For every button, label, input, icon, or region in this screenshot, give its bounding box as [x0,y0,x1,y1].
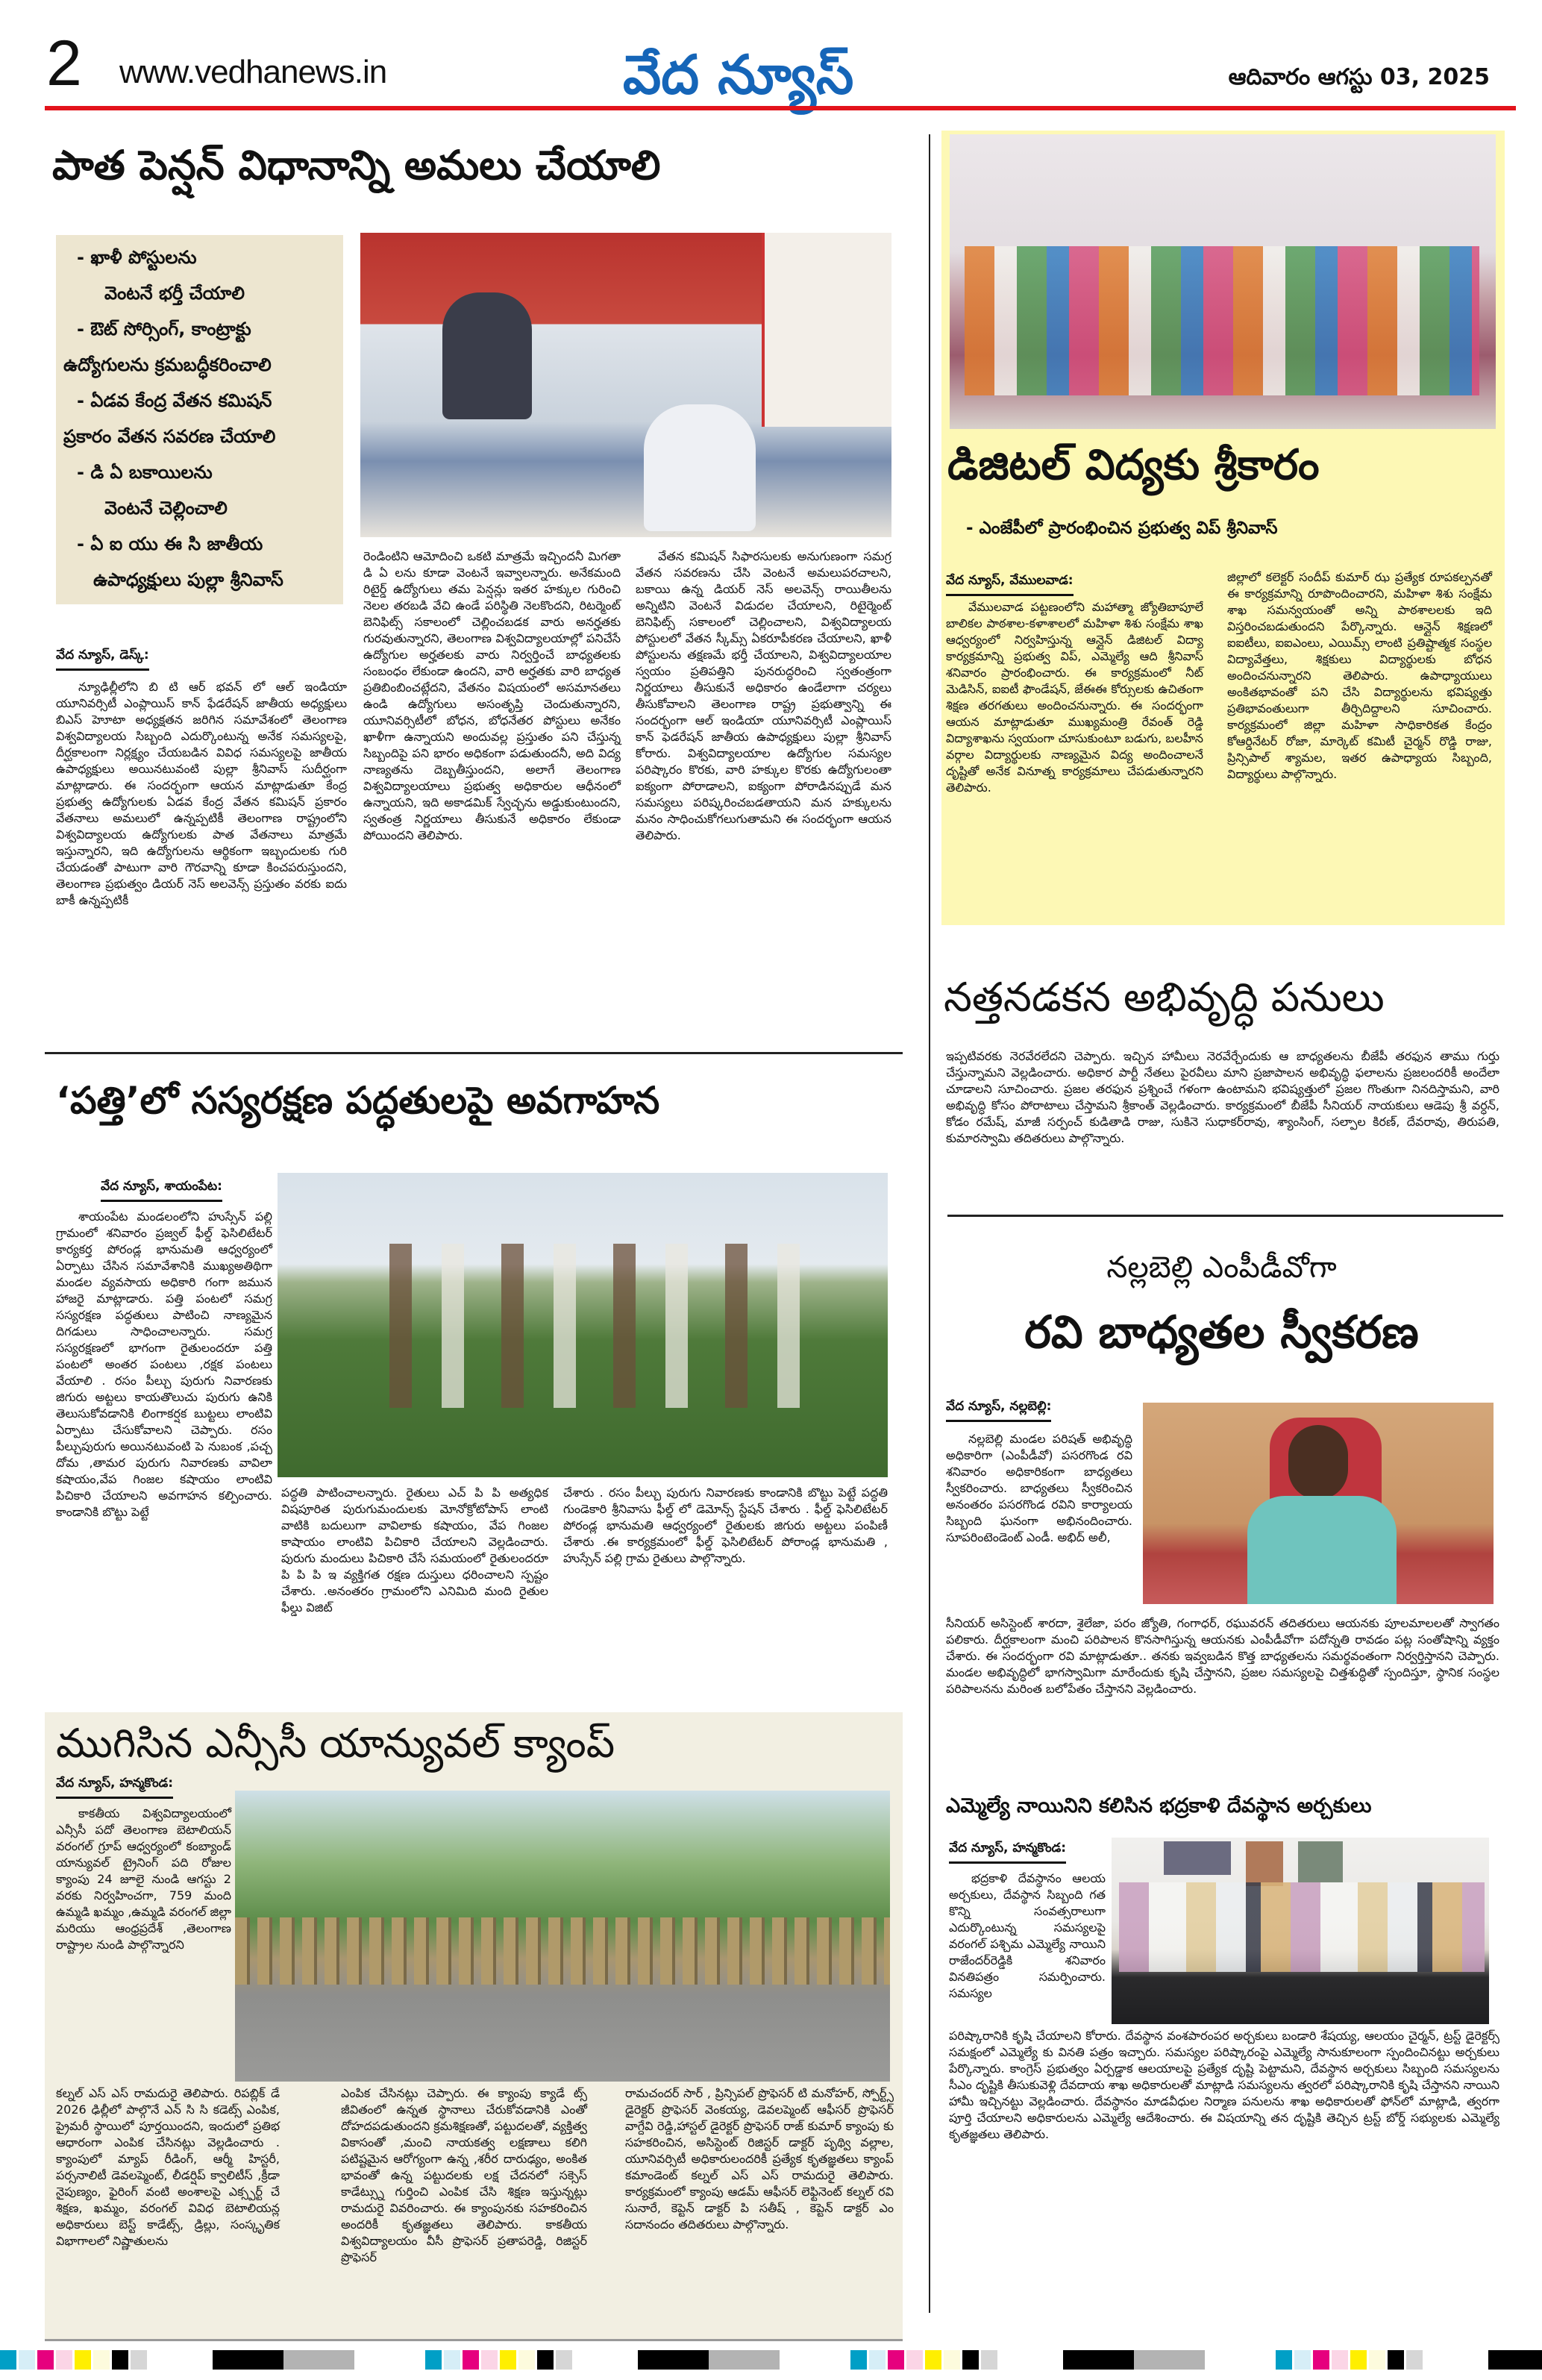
density-block [1488,2350,1542,2370]
mpdo-body-a: నల్లబెల్లి మండల పరిషత్ అభివృద్ధి అధికారిగా (ఎంపీడీవో) పసరగొండ రవి శనివారం అధికారికంగా బాధ్యతలు స్వీకరించారు. బాధ్యతలు స్వీకరించిన అనంతరం పసరగొండ రవిని కార్యాలయ సిబ్బంది ఘనంగా అభినందించారు. సూపరింటెండెంట్ ఎండీ. అభిద్ అలీ, [946,1432,1132,1544]
temple-body-b: పరిష్కారానికి కృషి చేయాలని కోరారు. దేవస్థాన వంశపారంపర అర్చకులు బండారి శేషయ్య, ఆలయం చైర్మన్, ట్రస్ట్ డైరెక్టర్స్ సమక్షంలో ఎమ్మెల్యే కు వినతి పత్రం ఇచ్చారు. సమస్యల పరిష్కారంపై ఎమ్మెల్యే సానుకూలంగా స్పందించినట్టు అర్చకులు పేర్కొన్నారు. కాంగ్రెస్ ప్రభుత్వం ఏర్పడ్డాక ఆలయాలపై ప్రత్యేక దృష్టి పెట్టామని, దేవస్థాన అర్చకులు సిబ్బంది సమస్యలను సీఎం దృష్టికి తీసుకువెళ్లి దేవదాయ శాఖ అధికారులతో మాట్లాడి సమస్యలను త్వరలో పరిష్కారానికి కృషి చేస్తానని నాయిని హామీ ఇచ్చినట్టు వెల్లడించారు. దేవస్థానం మాడవీధుల నిర్మాణ పనులను శాఖ అధికారులతో ఫోన్‌లో మాట్లాడి, త్వరగా పూర్తి చేయాలని అధికారులను ఎమ్మెల్యే ఆదేశించారు. ఈ విషయాన్ని తన దృష్టికి తెచ్చిన ట్రస్ట్ బోర్డ్ సభ్యులకు ఎమ్మెల్యే కృతజ్ఞతలు తెలిపారు. [949,2029,1499,2141]
person-head [1288,1425,1348,1500]
highlight-line: వెంటనే చెల్లించాలి [104,498,228,519]
byline-text: వేద న్యూస్, శాయంపేట: [101,1179,222,1202]
ncc-col-1b: కల్నల్ ఎస్ ఎస్ రామదురై తెలిపారు. రిపబ్లిక్ డే 2026 ఢిల్లీలో పాల్గొనే ఎన్ సి సి కడెట్స్ ఎంపిక, ప్రైమరీ స్థాయిలో పూర్తయిందని, ఇందులో ప్రతిభ ఆధారంగా ఎంపిక చేసినట్లు వెల్లడించారు . క్యాంపులో మ్యాప్ రీడింగ్, ఆర్మీ హిస్టరీ, పర్సనాలిటీ డెవలప్మెంట్, లీడర్షిప్ క్వాలిటీస్ ,క్రీడా నైపుణ్యం, ఫైరింగ్ వంటి అంశాలపై ఎక్స్పర్ట్ చే శిక్షణ, ఖమ్మం, వరంగల్ వివిధ బెటాలియన్ల అధికారులు బెస్ట్ కాడేట్స్, డ్రిల్లు, సంస్కృతిక విభాగాలలో నిష్ణాతులను [56,2086,280,2248]
color-swatch [1369,2350,1385,2370]
pension-col-1: న్యూఢిల్లీలోని బి టి ఆర్ భవన్ లో ఆల్ ఇండియా యూనివర్సిటీ ఎంప్లాయిస్ కాన్ ఫేడరేషన్ జాతీయ అధ్యక్షులు బిఎస్ హెూటా అధ్యక్షతన జరిగిన సమావేశంలో తెలంగాణ విశ్వవిద్యాలయ సిబ్బంది ఎదుర్కొంటున్న అనేక సమస్యలపై, దీర్ఘకాలంగా నిర్లక్ష్యం చేయబడిన వివిధ సమస్యలపై జాతీయ ఉపాధ్యక్షులు అయినటువంటి పుల్లా శ్రీనివాస్ సుదీర్ఘంగా మాట్లాడారు. ఈ సందర్భంగా ఆయన మాట్లాడుతూ కేంద్ర ప్రభుత్వ ఉద్యోగులకు ఏడవ కేంద్ర వేతన కమిషన్ ప్రకారం వేతనాలు అమలులో ఉన్నప్పటికీ తెలంగాణ రాష్ట్రంలోని విశ్వవిద్యాలయ ఉద్యోగులకు పాత వేతనాలు మాత్రమే ఇస్తున్నారని, ఇది ఉద్యోగులను ఆర్థికంగా ఇబ్బందులకు గురి చేయడంతో పాటుగా వారి గౌరవాన్ని కూడా కించపరుస్తుందని, తెలంగాణ ప్రభుత్వం డియర్ నెస్ అలవెన్స్ ప్రస్తుతం వరకు ఐదు బాకీ ఉన్నప్పటికీ [56,680,347,907]
color-swatch [925,2350,941,2370]
color-swatch [93,2350,110,2370]
highlight-line: - ఖాళీ పోస్టులను [77,247,197,268]
headline-ncc: ముగిసిన ఎన్సీసీ యాన్యువల్ క్యాంప్ [56,1720,615,1767]
highlight-line: - ఏడవ కేంద్ర వేతన కమిషన్ [77,390,272,411]
color-swatch [425,2350,442,2370]
highlight-line: - ఔట్ సోర్సింగ్, కాంట్రాక్టు [77,319,251,339]
color-swatch [518,2350,535,2370]
density-block [213,2350,283,2370]
color-swatch [75,2350,91,2370]
headline-development: నత్తనడకన అభివృద్ధి పనులు [944,974,1385,1021]
section-rule [45,1052,903,1054]
byline-text: వేద న్యూస్, నల్లబెల్లి: [946,1399,1051,1422]
issue-date: ఆదివారం ఆగస్టు 03, 2025 [1228,64,1490,90]
photo-temple-meeting [1112,1838,1489,2024]
development-body: ఇప్పటివరకు నెరవేరలేదని చెప్పారు. ఇచ్చిన హామీలు నెరవేర్చేందుకు ఆ బాధ్యతలను బీజేపీ తరఫున తాము గుర్తు చేస్తున్నామని వెల్లడించారు. అధికార పార్టీ నేతలు పైరవీలు మాని ప్రజాపాలన అభివృద్ధి ఫలాలను ప్రజలందరికీ అందేలా చూడాలని సూచించారు. ప్రజల తరఫున ప్రశ్నించే గళంగా ఉంటామని భవిష్యత్తులో ప్రజల గొంతుగా నినదిస్తామని, వారి అభివృద్ధి కోసం పోరాటాలు చేస్తామని శ్రీకాంత్ వెల్లడించారు. కార్యక్రమంలో బీజేపీ సీనియర్ నాయకులు ఆడెపు శ్రీ వర్ధన్, కోడం రమేష్, మాజీ సర్పంచ్ కుడితాడి రాజు, సుకినె సుధాకర్‌రావు, శ్యాంసింగ్, సల్పాల కిరణ్, దేవరావు, తిరుపతి, కుమారస్వామి తదితరులు పాల్గొన్నారు. [946,1049,1499,1145]
byline-text: వేద న్యూస్, హన్మకొండ: [56,1776,173,1799]
highlight-line: ప్రకారం వేతన సవరణ చేయాలి [63,426,276,447]
byline-temple [949,1841,1066,1864]
ncc-col-1a: కాకతీయ విశ్వవిద్యాలయంలో ఎన్సీసీ పదో తెలంగాణ బెటాలియన్ వరంగల్ గ్రూప్ ఆధ్వర్యంలో కంబ్యాండ్ యాన్యువల్ ట్రైనింగ్ పది రోజుల క్యాంపు 24 జూలై నుండి ఆగస్టు 2 వరకు నిర్వహించగా, 759 మంది ఉమ్మడి ఖమ్మం ,ఉమ్మడి వరంగల్ జిల్లా మరియు ఆంధ్రప్రదేశ్ ,తెలంగాణ రాష్ట్రాల నుండి పాల్గొన్నారని [56,1806,231,1952]
pension-col-3: వేతన కమిషన్ సిఫారసులకు అనుగుణంగా సమగ్ర వేతన సవరణను చేసి వెంటనే అమలుపరచాలని, బకాయి ఉన్న డియర్ నెస్ అలవెన్స్ రాయితీలను అన్నిటిని వెంటనే విడుదల చేయాలని, రిటైర్మెంట్ బెనిఫిట్స్ సకాలంలో చెల్లించాలని, విశ్వవిద్యాలయ పోస్టులలో వేతన స్కీమ్స్ ఏకరూపీకరణ చేయాలని, ఖాళీ పోస్టులను తక్షణమే భర్తీ చేయాలని, విశ్వవిద్యాలయాల స్వయం ప్రతిపత్తిని పునరుద్ధరించి స్వతంత్రంగా నిర్ణయాలు తీసుకునే అధికారం ఉండేలాగా చర్యలు తీసుకోవాలని తెలంగాణ రాష్ట్ర ప్రభుత్వాన్ని ఈ సందర్భంగా ఆల్ ఇండియా యూనివర్సిటీ ఎంప్లాయిస్ కాన్ ఫెడరేషన్ జాతీయ ఉపాధ్యక్షులు పుల్లా శ్రీనివాస్ కోరారు. విశ్వవిద్యాలయాల ఉద్యోగుల సమస్యల పరిష్కారం కొరకు, వారి హక్కుల కొరకు ఉద్యోగులంతా ఐక్యంగా పోరాడాలని, ఐక్యంగా పోరాడినప్పుడే మన సమస్యలు పరిష్కరించబడతాయని మన హక్కులను మనం సాధించుకోగలుగుతామని ఈ సందర్భంగా ఆయన తెలిపారు. [636,549,891,842]
people-group [1119,1882,1485,1972]
byline-mpdo [946,1399,1051,1422]
section-rule [947,1215,1503,1217]
headline-temple: ఎమ్మెల్యే నాయినిని కలిసిన భద్రకాళి దేవస్థాన అర్చకులు [946,1794,1372,1817]
color-swatch [556,2350,572,2370]
wall-photo [1298,1841,1343,1882]
color-swatch [56,2350,72,2370]
byline-pension [56,648,149,671]
color-swatch [131,2350,147,2370]
color-swatch [0,2350,16,2370]
headline-digital: డిజిటల్ విద్యకు శ్రీకారం [947,441,1320,489]
wall-photo [1246,1841,1283,1886]
color-swatch [1388,2350,1404,2370]
digital-col-2: జిల్లాలో కలెక్టర్ సందీప్ కుమార్ ఝ ప్రత్యేక రూపకల్పనతో ఈ కార్యక్రమాన్ని రూపొందించారని, మహిళా శిశు సంక్షేమ శాఖ సమన్వయంతో అన్ని పాఠశాలలకు ఇది విస్తరించబడుతుందని పేర్కొన్నారు. ఆన్లైన్ శిక్షణలో ఐఐటీలు, ఐఐఎంలు, ఎయిమ్స్ లాంటి ప్రతిష్టాత్మక సంస్థల విద్యావేత్తలు, శిక్షకులు విద్యార్థులకు బోధన అందించనున్నారని తెలిపారు. ఉపాధ్యాయులు అంకితభావంతో పని చేసి విద్యార్థులను భవిష్యత్తు ప్రతిభావంతులుగా తీర్చిదిద్దాలని సూచించారు. కార్యక్రమంలో జిల్లా మహిళా సాధికారికత కేంద్రం కోఆర్డినేటర్ రోజా, మార్కెట్ కమిటీ చైర్మన్ రొడ్డి రాజు, ప్రిన్సిపాల్ శ్యామల, ఇతర ఉపాధ్యాయ సిబ్బంది, విద్యార్థులు పాల్గొన్నారు. [1227,570,1492,781]
banner-graphic [762,233,891,427]
density-block [1063,2350,1134,2370]
group-figures [965,246,1479,395]
subheadline-digital: - ఎంజేపీలో ప్రారంభించిన ప్రభుత్వ విప్ శ్రీనివాస్ [966,519,1278,538]
highlight-line: - ఏ ఐ యు ఈ సి జాతీయ [77,533,263,554]
headline-pension: పాత పెన్షన్ విధానాన్ని అమలు చేయాలి [52,142,661,189]
density-block [638,2350,709,2370]
cadets-row [235,1917,890,1985]
density-block [283,2350,354,2370]
website-url[interactable]: www.vedhanews.in [119,54,387,90]
color-swatch [112,2350,128,2370]
color-swatch [19,2350,35,2370]
person-shirt [1247,1496,1397,1604]
headline-mpdo: రవి బాధ్యతల స్వీకరణ [1024,1306,1419,1359]
kicker-mpdo: నల్లబెల్లి ఎంపీడీవోగా [1106,1250,1337,1285]
density-block [1134,2350,1205,2370]
newspaper-logo: వేద న్యూస్ [623,43,854,106]
color-swatch [906,2350,923,2370]
color-swatch [37,2350,54,2370]
photo-digital-launch [950,134,1496,429]
color-swatch [1406,2350,1423,2370]
photo-pension-meeting [360,233,891,537]
color-swatch [850,2350,867,2370]
byline-cotton [101,1179,222,1202]
color-swatch [869,2350,886,2370]
color-swatch [500,2350,516,2370]
color-swatch [1350,2350,1367,2370]
photo-ncc-cadets [235,1791,890,2082]
highlight-line: - డి ఏ బకాయిలను [77,462,213,483]
ncc-col-3: రామచందర్ సార్ , ప్రిన్సిపల్ ప్రొఫెసర్ టి మనోహర్, స్పోర్ట్స్ డైరెక్టర్ ప్రొఫెసర్ వెంకయ్య, డెవలప్మెంట్ ఆఫీసర్ ప్రొఫెసర్ వాగ్దేవి రెడ్డి,హాస్టల్ డైరెక్టర్ ప్రొఫెసర్ రాజ్ కుమార్ క్యాంపు కు సహకరించిన, అసిస్టెంట్ రిజిస్టర్ డాక్టర్ పృథ్వి వల్లాల, యూనివర్సిటీ అధికారులందరికీ ప్రత్యేక కృతజ్ఞతలు క్యాంప్ కమాండెంట్ కల్నల్ ఎస్ ఎస్ రామదురై తెలిపారు. కార్యక్రమంలో క్యాంపు ఆడమ్ ఆఫీసర్ లెఫ్టినెంట్ కల్నల్ రవి సునారే, కెప్టెన్ డాక్టర్ పి సతీష్ , కెప్టెన్ డాక్టర్ ఎం సదానందం తదితరులు పాల్గొన్నారు. [625,2086,894,2232]
highlight-line: ఉపాధ్యక్షులు పుల్లా శ్రీనివాస్ [93,569,283,590]
photo-mpdo-ravi [1143,1403,1494,1604]
masthead-rule [45,106,1516,110]
byline-digital [946,573,1074,596]
speaker-figure [442,292,532,419]
color-swatch [1276,2350,1292,2370]
color-swatch [444,2350,460,2370]
density-block [709,2350,780,2370]
color-swatch [1332,2350,1348,2370]
byline-text: వేద న్యూస్, డెస్క్: [56,648,149,671]
print-registration-bar [0,2350,1542,2370]
photo-cotton-field [278,1173,888,1477]
color-swatch [1313,2350,1329,2370]
mpdo-body-b: సీనియర్ అసిస్టెంట్ శారదా, శైలేజా, పరం జ్యోతి, గంగాధర్, రఘువరన్ తదితరులు ఆయనకు పూలమాలలతో స్వాగతం పలికారు. దీర్ఘకాలంగా మంచి పరిపాలన కొనసాగిస్తున్న ఆయనకు ఎంపీడీవోగా పదోన్నతి రావడం పట్ల సంతోషాన్ని వ్యక్తం చేశారు. ఈ సందర్భంగా రవి మాట్లాడుతూ.. తనకు ఇవ్వబడిన కొత్త బాధ్యతలను సమర్థవంతంగా నిర్వర్తిస్తానని చెప్పారు. మండల అభివృద్ధిలో భాగస్వామిగా మారేందుకు కృషి చేస్తానని, ప్రజల సమస్యలపై చిత్తశుద్ధితో స్పందిస్తూ, స్థానిక సంస్థల పరిపాలనను మరింత బలోపేతం చేస్తానని వెల్లడించారు. [946,1616,1499,1696]
pension-col-2: రెండింటిని ఆమోదించి ఒకటి మాత్రమే ఇచ్చిందనీ మిగతా డి ఏ లను కూడా వెంటనే ఇవ్వాలన్నారు. అనేకమంది రిటైర్డ్ ఉద్యోగులు తమ పెన్షన్లు ఇతర హక్కుల గురించి నెలల తరబడి వేచి ఉండే పరిస్థితి నెలకొందని, రిటర్మెంట్ బెనిఫిట్స్ సకాలంలో చెల్లించబడక వారు అనర్హతకు గురవుతున్నారని, తెలంగాణ విశ్వవిద్యాలయాల్లో పనిచేసే ఉద్యోగుల అర్హతలకు వారు నిర్వర్తించే బాధ్యతలకు సంబంధం లేకుండా ఉందని, వారి అర్హతకు వారి బాధ్యత ప్రతిబింబించట్లేదని, వేతనం విషయంలో అసమానతలు ఉండి ఉద్యోగులు అసంతృప్తి చెందుతున్నారని, యూనివర్సిటీలో బోధన, బోధనేతర పోస్టులు అనేకం ఖాళీగా ఉన్నాయని అందువల్ల ప్రస్తుతం పని చేస్తున్న సిబ్బందిపై పని భారం అధికంగా పడుతుందనీ, అది విద్య నాణ్యతను దెబ్బతీస్తుందని, అలాగే తెలంగాణ విశ్వవిద్యాలయాలు ప్రభుత్వ అధికారుల ఆధీనంలో ఉన్నాయని, ఇది అకాడమిక్ స్వేచ్ఛను అడ్డుకుంటుందని, స్వతంత్ర నిర్ణయాలు తీసుకునే అధికారం లేకుండా పోయిందని తెలిపారు. [363,549,621,842]
color-swatch [888,2350,904,2370]
byline-ncc [56,1776,173,1799]
byline-text: వేద న్యూస్, హన్మకొండ: [949,1841,1066,1864]
farmers-group [389,1244,807,1408]
highlight-line: వెంటనే భర్తీ చేయాలి [104,283,245,304]
column-divider [929,134,930,2313]
cotton-col-1: శాయంపేట మండలంలోని హుస్సేన్ పల్లి గ్రామంలో శనివారం ప్రజ్వల్ ఫీల్డ్ ఫెసిలిటేటర్ కార్యకర్త పోరండ్ల భానుమతి ఆధ్వర్యంలో ఏర్పాటు చేసిన సమావేశానికి ముఖ్యఅతిథిగా మండల వ్యవసాయ అధికారి గంగా జమున హాజరై మాట్లాడారు. పత్తి పంటలో సమగ్ర సస్యరక్షణ పద్ధతులు పాటించి నాణ్యమైన దిగడులు సాధించాలన్నారు. సమగ్ర సస్యరక్షణలో భాగంగా రైతులందరూ పత్తి పంటలో అంతర పంటలు ,రక్షక పంటలు వేయాలి . రసం పీల్చు పురుగు నివారణకు జిగురు అట్టలు కాయతొలుచు పురుగు ఉనికి తెలుసుకోవడానికి లింగాకర్షక బుట్టలు లాంటివి ఏర్పాటు చేసుకోవాలని చెప్పారు. రసం పీల్చుపురుగు అయినటువంటి పె నుబంక ,పచ్చ దోమ ,తామర పురుగు నివారణకు వావిలా కషాయం,వేప గింజల కషాయం లాంటివి పిచికారి చేయాలని అవగాహన కల్పించారు. కాండానికి బొట్టు పెట్టే [56,1209,272,1519]
color-swatch [537,2350,554,2370]
color-swatch [481,2350,498,2370]
page-number: 2 [46,28,82,99]
headline-cotton: ‘పత్తి’లో సస్యరక్షణ పద్ధతులపై అవగాహన [56,1079,660,1122]
digital-col-1: వేములవాడ పట్టణంలోని మహాత్మా జ్యోతిబాపూలే బాలికల పాఠశాల-కళాశాలలో మహిళా శిశు సంక్షేమ శాఖ ఆధ్వర్యంలో నిర్వహిస్తున్న ఆన్లైన్ డిజిటల్ విద్యా కార్యక్రమాన్ని ప్రభుత్వ విప్, ఎమ్మెల్యే ఆది శ్రీనివాస్ శనివారం ప్రారంభించారు. ఈ కార్యక్రమంలో నీట్ మెడిసిన్, ఐఐటీ ఫౌండేషన్, జేఈఈ కోర్సులకు ఉచితంగా శిక్షణ తరగతులు అందించనున్నారు. ఈ సందర్భంగా ఆయన మాట్లాడుతూ ముఖ్యమంత్రి రేవంత్ రెడ్డి విద్యాశాఖను స్వయంగా చూసుకుంటూ బడుగు, బలహీన వర్గాల విద్యార్థులకు నాణ్యమైన విద్య అందించాలనే దృష్టితో అనేక వినూత్న కార్యక్రమాలు చేపడుతున్నారని తెలిపారు. [946,600,1203,795]
ncc-col-2: ఎంపిక చేసినట్లు చెప్పారు. ఈ క్యాంపు క్యాడే ట్స్ జీవితంలో ఉన్నత స్థానాలు చేరుకోవడానికి ఎంతో దోహదపడుతుందని క్రమశిక్షణతో, పట్టుదలతో, వ్యక్తిత్వ వికాసంతో ,మంచి నాయకత్వ లక్షణాలు కలిగి పటిష్టమైన ఆరోగ్యంగా ఉన్న ,శరీర దారుఢ్యం, అంకిత భావంతో ఉన్న పట్టుదలకు లక్ష చేదనలో సక్సెస్ కాడేట్స్ను గుర్తించి ఎంపిక చేసి శిక్షణ ఇస్తున్నట్లు రామదురై వివరించారు. ఈ క్యాంపునకు సహకరించిన అందరికీ కృతజ్ఞతలు తెలిపారు. కాకతీయ విశ్వవిద్యాలయం వీసీ ప్రొఫెసర్ ప్రతాపరెడ్డి, రిజిస్టర్ ప్రొఫెసర్ [341,2086,587,2264]
color-swatch [981,2350,997,2370]
color-swatch [463,2350,479,2370]
color-swatch [1294,2350,1311,2370]
seated-figure [644,404,756,531]
byline-text: వేద న్యూస్, వేములవాడ: [946,573,1074,596]
highlights-box [56,235,343,604]
cotton-col-2: పద్ధతి పాటించాలన్నారు. రైతులు ఎచ్ పి పి అత్యధిక విషపూరిత పురుగుమందులకు మోనోక్రోటోపాస్ లాంటి వాటికి బదులుగా వావిలాకు కషాయం, వేప గింజల కాషాయం లాంటివి పిచికారి చేయాలని వెల్లడించారు. పురుగు మందులు పిచికారి చేసే సమయంలో రైతులందరూ పి పి పి ఇ వ్యక్తిగత రక్షణ దుస్తులు ధరించాలని స్పష్టం చేశారు. .అనంతరం గ్రామంలోని ఎనిమిది మంది రైతుల ఫీల్డు విజిట్ [281,1485,548,1615]
highlight-line: ఉద్యోగులను క్రమబద్ధీకరించాలి [63,354,272,375]
color-swatch [962,2350,979,2370]
cotton-col-3: చేశారు . రసం పీల్చు పురుగు నివారణకు కాండానికి బొట్టు పెట్టే పద్ధతి గుండెకారి శ్రీనివాసు ఫీల్డ్ లో డెమోన్స్ స్టేషన్ చేశారు . ఫీల్డ్ ఫెసిలిటేటర్ పోరండ్ల భానుమతి ఆధ్వర్యంలో రైతులకు జిగురు అట్టలు పంపిణీ చేశారు .ఈ కార్యక్రమంలో ఫీల్డ్ ఫెసిలిటేటర్ పోరాండ్ల భానుమతి , హుస్సేన్ పల్లి గ్రామ రైతులు పాల్గొన్నారు. [563,1485,888,1565]
wall-photo [1164,1841,1231,1875]
temple-body-a: భద్రకాళి దేవస్థానం ఆలయ అర్చకులు, దేవస్థాన సిబ్బంది గత కొన్ని సంవత్సరాలుగా ఎదుర్కొంటున్న సమస్యలపై వరంగల్ పశ్చిమ ఎమ్మెల్యే నాయిని రాజేందర్‌రెడ్డికి శనివారం వినతిపత్రం సమర్పించారు. సమస్యల [949,1871,1106,2000]
color-swatch [944,2350,960,2370]
